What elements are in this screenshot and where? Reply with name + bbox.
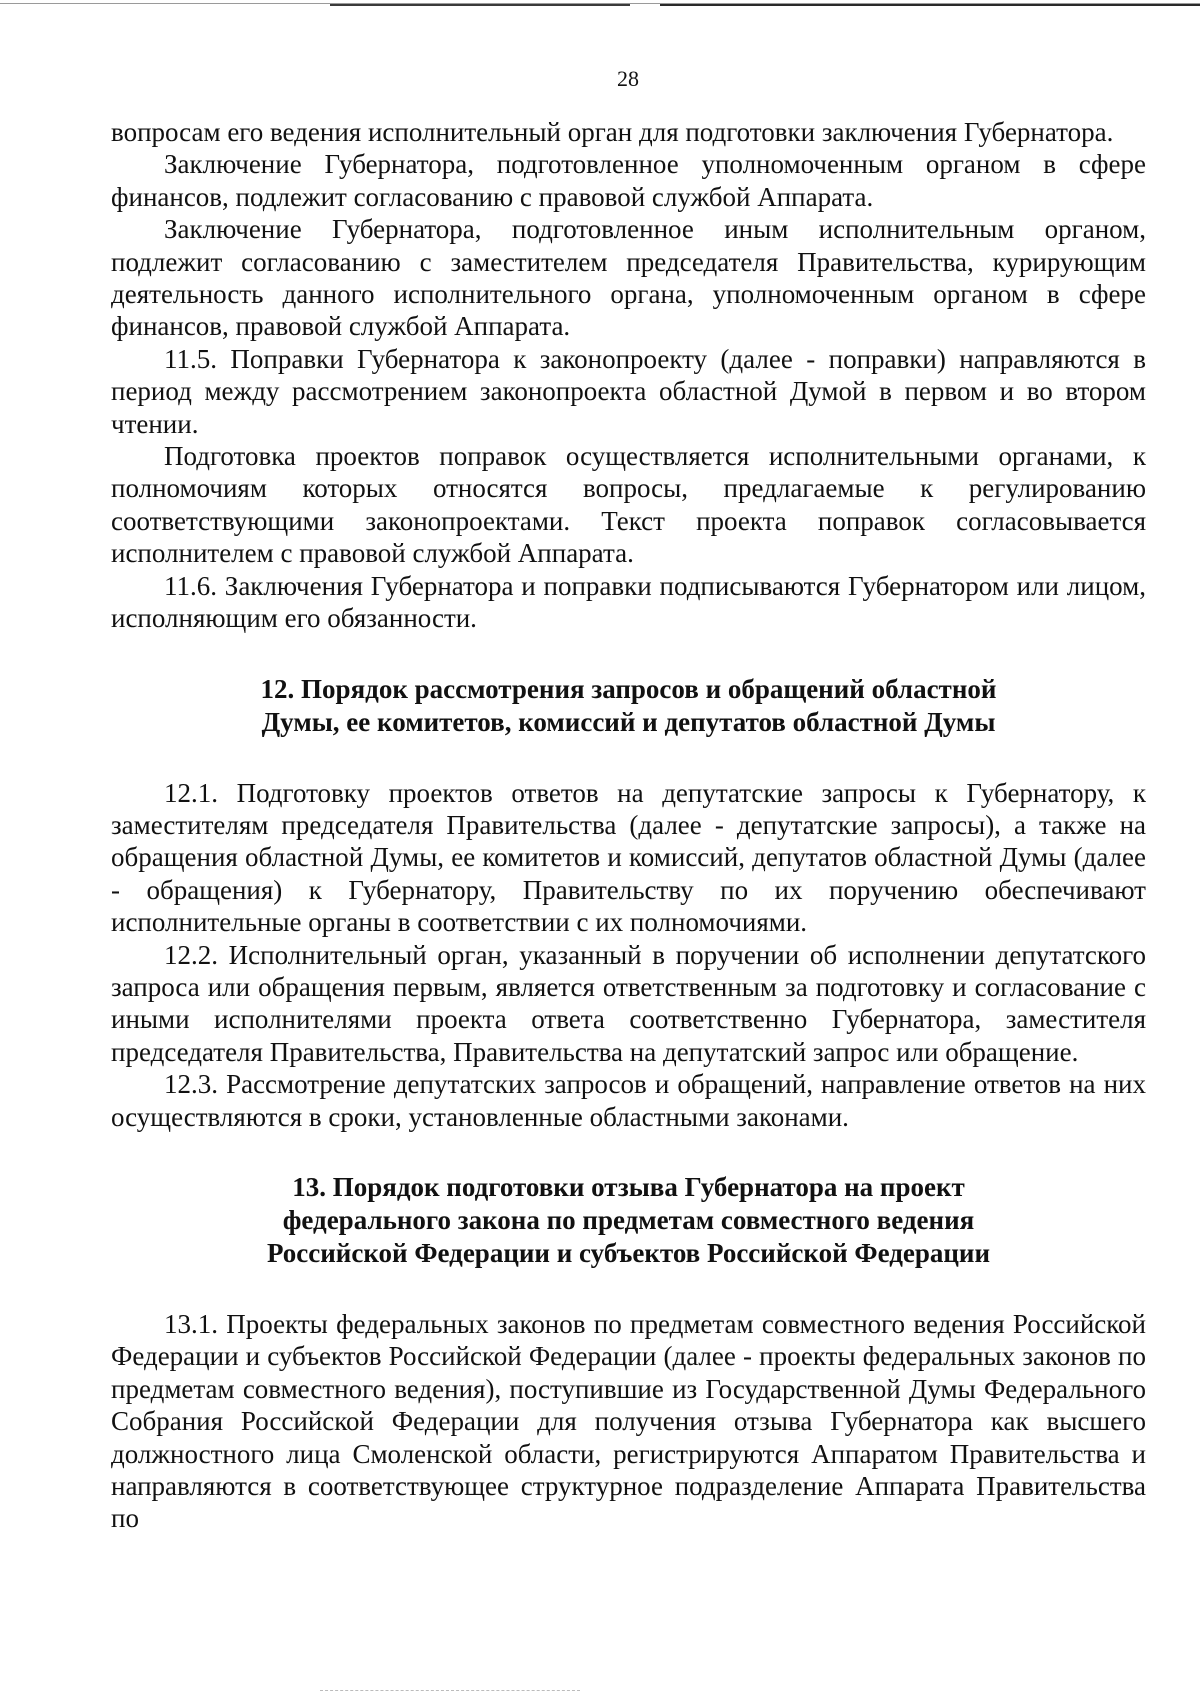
body-paragraph: 11.5. Поправки Губернатора к законопроекту (далее - поправки) направляются в период между рассмотрением законопроекта областной Думой в первом и во втором чтении. bbox=[111, 343, 1146, 439]
scan-border-line-dark bbox=[330, 4, 630, 6]
section-12-heading-line: Думы, ее комитетов, комиссий и депутатов областной Думы bbox=[261, 706, 996, 737]
scan-border-line-right bbox=[660, 4, 1200, 6]
paragraphs-section-11 bbox=[111, 116, 1146, 635]
section-13-heading-line: 13. Порядок подготовки отзыва Губернатора на проект bbox=[292, 1171, 965, 1202]
body-paragraph: 11.6. Заключения Губернатора и поправки подписываются Губернатором или лицом, исполняющим его обязанности. bbox=[111, 570, 1146, 634]
body-paragraph: Заключение Губернатора, подготовленное уполномоченным органом в сфере финансов, подлежит согласованию с правовой службой Аппарата. bbox=[111, 149, 1146, 212]
scan-artifact bbox=[320, 1690, 580, 1691]
body-paragraph: вопросам его ведения исполнительный орган для подготовки заключения Губернатора. bbox=[111, 117, 1114, 147]
body-paragraph: 13.1. Проекты федеральных законов по предметам совместного ведения Российской Федерации и субъектов Российской Федерации (далее - проекты федеральных законов по предметам совместного ведения), поступившие из Государственной Думы Федерального Собрания Российской Федерации для получения отзыва Губернатора как высшего должностного лица Смоленской области, регистрируются Аппаратом Правительства и направляются в соответствующее структурное подразделение Аппарата Правительства по bbox=[111, 1308, 1146, 1534]
section-13-heading-line: федерального закона по предметам совместного ведения bbox=[282, 1204, 975, 1235]
section-12-heading-line: 12. Порядок рассмотрения запросов и обращений областной bbox=[260, 673, 997, 704]
section-13-heading-line: Российской Федерации и субъектов Российской Федерации bbox=[266, 1237, 991, 1268]
section-12-heading bbox=[111, 673, 1146, 739]
paragraphs-section-12 bbox=[111, 777, 1146, 1133]
paragraphs-section-13 bbox=[111, 1308, 1146, 1535]
body-paragraph: 12.1. Подготовку проектов ответов на депутатские запросы к Губернатору, к заместителям председателя Правительства (далее - депутатские запросы), а также на обращения областной Думы, ее комитетов и комиссий, депутатов областной Думы (далее - обращения) к Губернатору, Правительству по их поручению обеспечивают исполнительные органы в соответствии с их полномочиями. bbox=[111, 777, 1146, 938]
document-body bbox=[111, 116, 1146, 1535]
body-paragraph: Подготовка проектов поправок осуществляется исполнительными органами, к полномочиям которых относятся вопросы, предлагаемые к регулированию соответствующими законопроектами. Текст проекта поправок согласовывается исполнителем с правовой службой Аппарата. bbox=[111, 441, 1146, 569]
body-paragraph: 12.3. Рассмотрение депутатских запросов и обращений, направление ответов на них осуществляются в сроки, установленные областными законами. bbox=[111, 1069, 1146, 1132]
body-paragraph: Заключение Губернатора, подготовленное иным исполнительным органом, подлежит согласованию с заместителем председателя Правительства, курирующим деятельность данного исполнительного органа, уполномоченным органом в сфере финансов, правовой службой Аппарата. bbox=[111, 214, 1146, 342]
page-number: 28 bbox=[617, 66, 639, 91]
body-paragraph: 12.2. Исполнительный орган, указанный в поручении об исполнении депутатского запроса или обращения первым, является ответственным за подготовку и согласование с иными исполнителями проекта ответа соответственно Губернатора, заместителя председателя Правительства, Правительства на депутатский запрос или обращение. bbox=[111, 939, 1146, 1067]
section-13-heading bbox=[111, 1171, 1146, 1270]
